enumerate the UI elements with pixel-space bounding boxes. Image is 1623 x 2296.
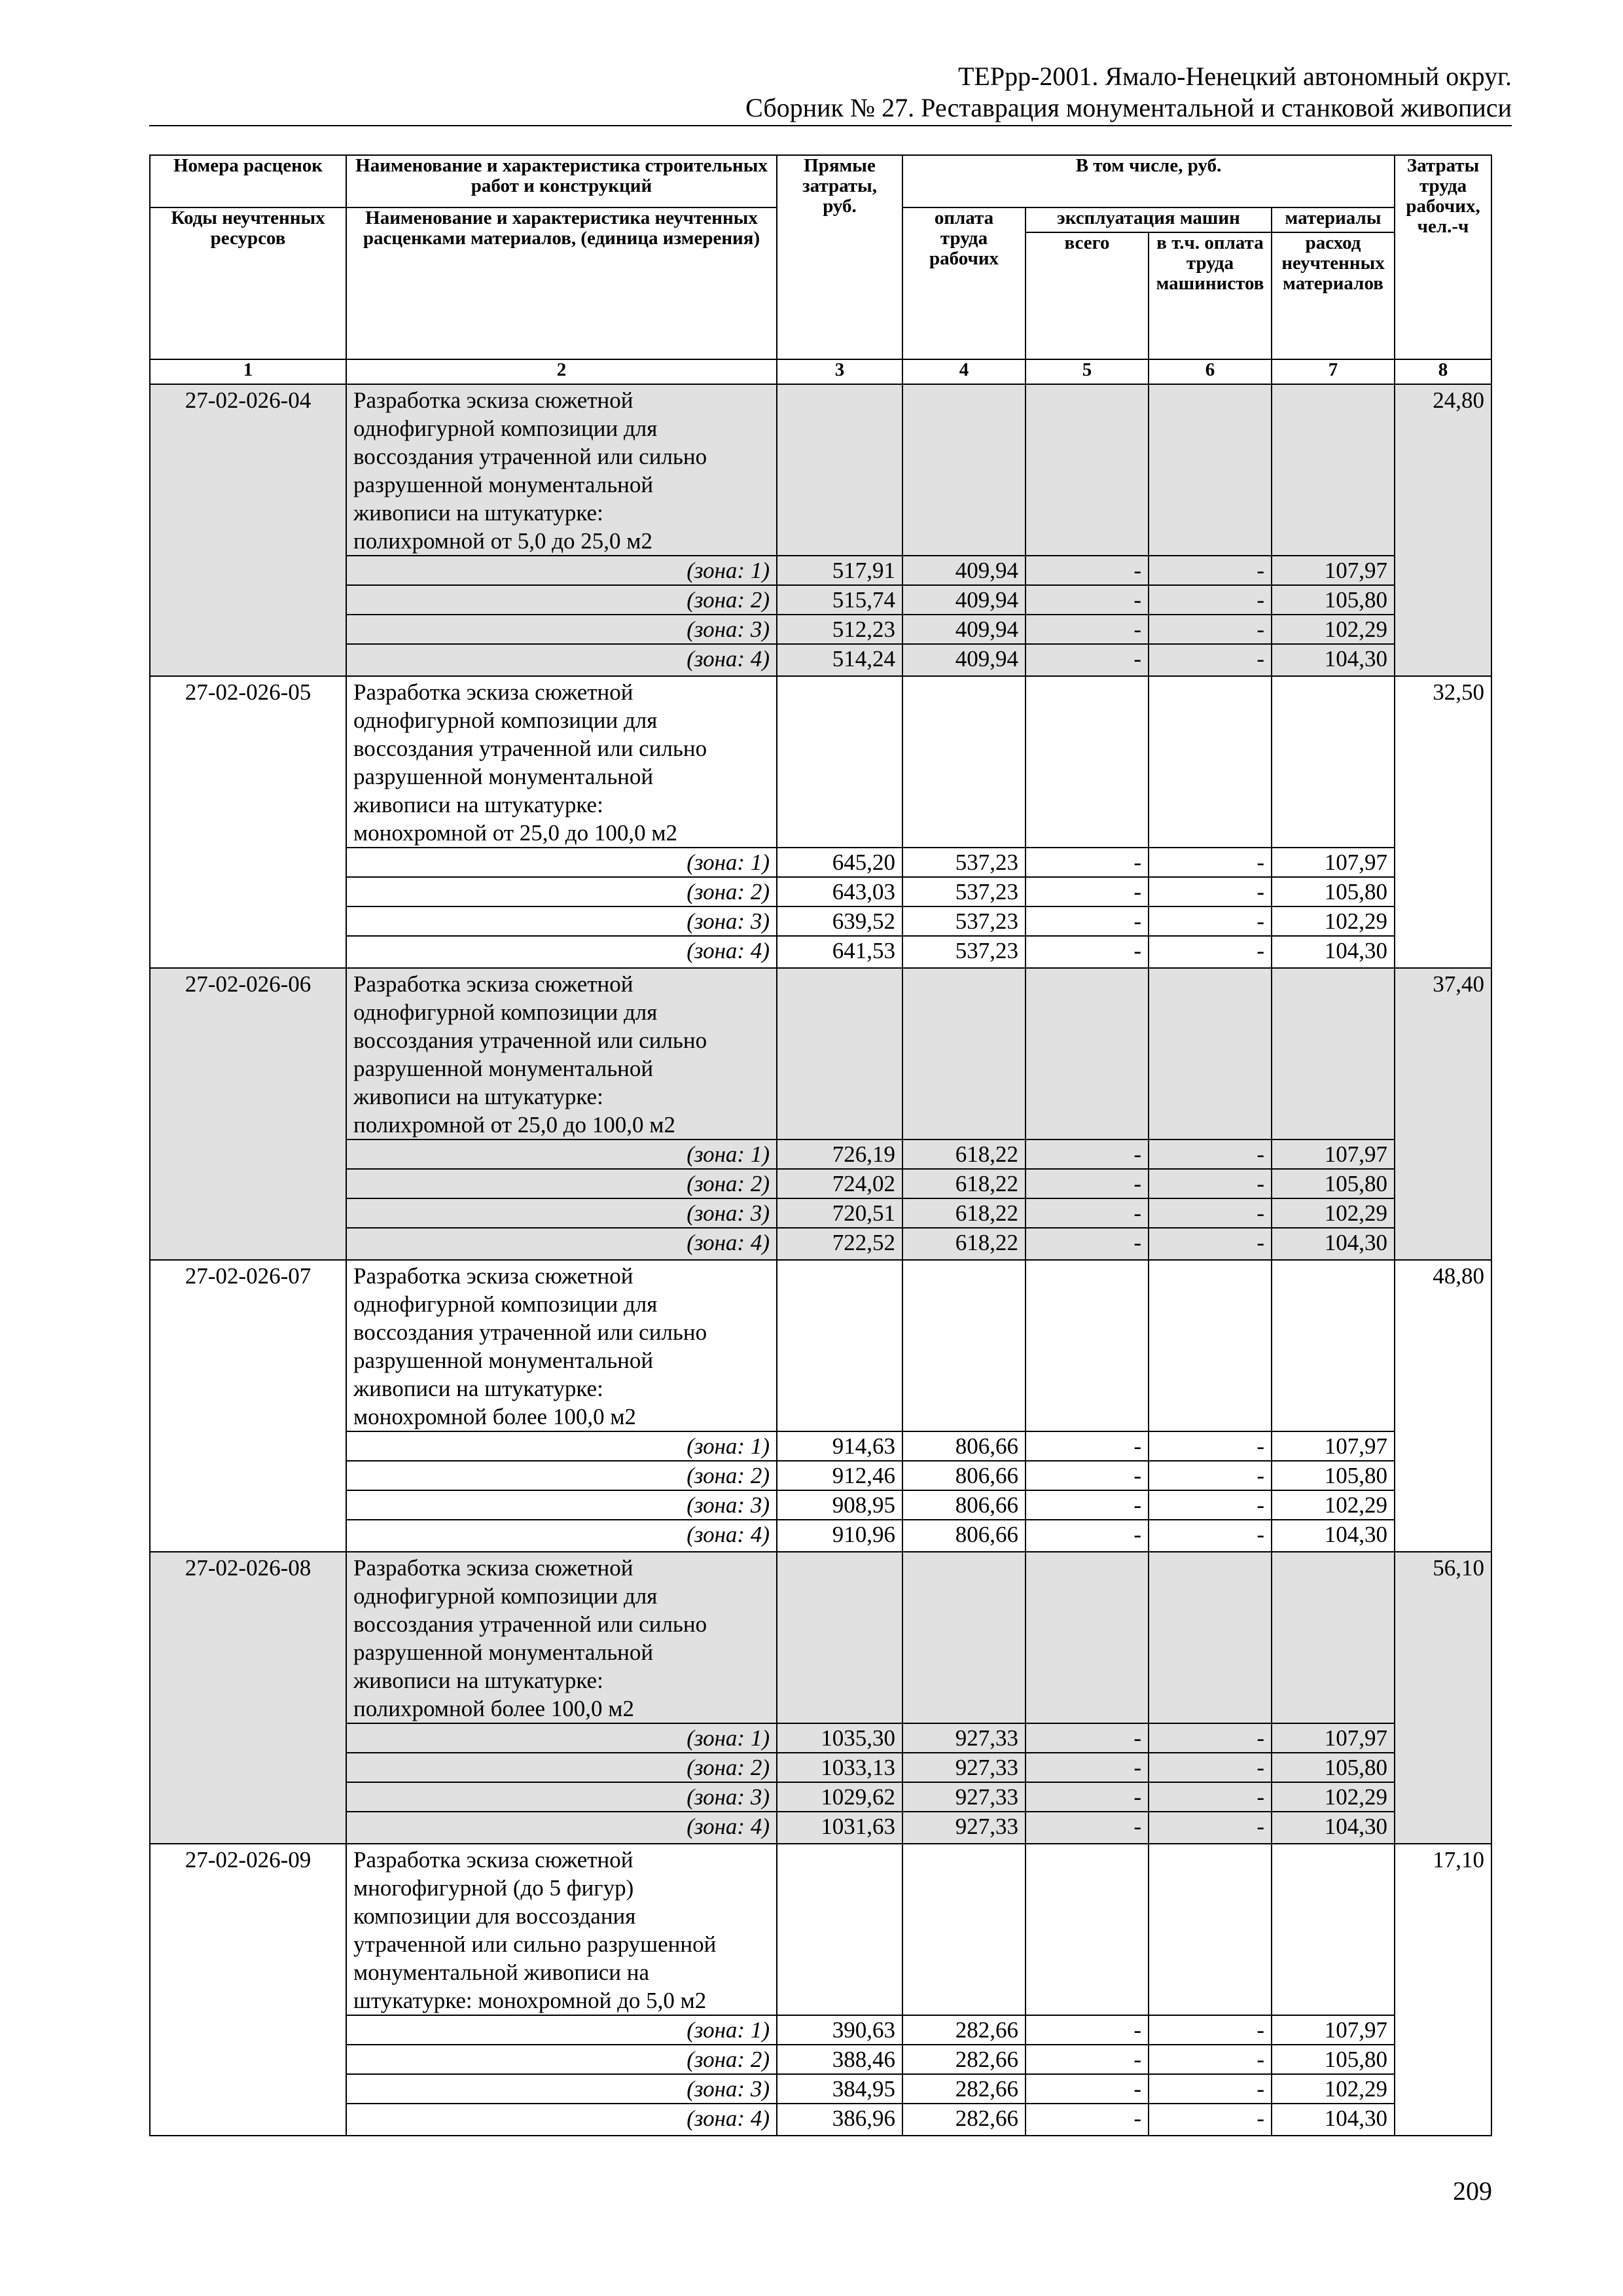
value-materials: 107,97: [1272, 1723, 1395, 1753]
value-machines: -: [1026, 1490, 1149, 1520]
value-wages: 409,94: [902, 585, 1026, 615]
zone-label: (зона: 4): [346, 644, 777, 676]
rate-name-line: воссоздания утраченной или сильно: [353, 1611, 707, 1637]
empty-cell: [902, 676, 1026, 848]
value-materials: 102,29: [1272, 906, 1395, 936]
rate-name-line: живописи на штукатурке:: [353, 1084, 603, 1109]
value-machines-wages: -: [1149, 1520, 1272, 1552]
value-machines: -: [1026, 2104, 1149, 2136]
rate-name-line: однофигурной композиции для: [353, 1291, 658, 1317]
value-machines-wages: -: [1149, 848, 1272, 877]
value-machines-wages: -: [1149, 877, 1272, 906]
value-machines: -: [1026, 1461, 1149, 1490]
header-materials: материалы: [1272, 207, 1395, 232]
rate-name-line: воссоздания утраченной или сильно: [353, 736, 707, 761]
empty-cell: [1272, 1260, 1395, 1431]
value-materials: 102,29: [1272, 1490, 1395, 1520]
rate-name-line: однофигурной композиции для: [353, 1583, 658, 1609]
value-machines: -: [1026, 936, 1149, 968]
value-machines: -: [1026, 2045, 1149, 2074]
value-wages: 537,23: [902, 936, 1026, 968]
col-number: 4: [902, 359, 1026, 384]
value-direct: 515,74: [777, 585, 902, 615]
value-direct: 912,46: [777, 1461, 902, 1490]
zone-row: [150, 906, 1491, 936]
zone-label: (зона: 3): [346, 615, 777, 644]
rate-name-line: разрушенной монументальной: [353, 472, 654, 497]
zone-label: (зона: 2): [346, 1169, 777, 1198]
header-codes: Коды неучтенных ресурсов: [150, 207, 346, 359]
value-materials: 104,30: [1272, 1228, 1395, 1260]
zone-row: [150, 556, 1491, 585]
value-wages: 618,22: [902, 1169, 1026, 1198]
zone-label: (зона: 3): [346, 2074, 777, 2104]
zone-label: (зона: 2): [346, 585, 777, 615]
zone-row: [150, 1723, 1491, 1753]
value-machines: -: [1026, 1520, 1149, 1552]
empty-cell: [1272, 1552, 1395, 1723]
zone-row: [150, 644, 1491, 676]
value-materials: 107,97: [1272, 1431, 1395, 1461]
rate-code: 27-02-026-09: [150, 1844, 346, 2136]
value-wages: 806,66: [902, 1431, 1026, 1461]
empty-cell: [1149, 968, 1272, 1139]
zone-label: (зона: 1): [346, 2015, 777, 2045]
value-materials: 104,30: [1272, 644, 1395, 676]
rate-code: 27-02-026-04: [150, 384, 346, 676]
rate-name-line: разрушенной монументальной: [353, 764, 654, 789]
labor-value: 56,10: [1395, 1552, 1491, 1844]
value-direct: 388,46: [777, 2045, 902, 2074]
rate-name-line: монохромной более 100,0 м2: [353, 1404, 636, 1429]
value-machines-wages: -: [1149, 2104, 1272, 2136]
rate-name-line: живописи на штукатурке:: [353, 792, 603, 817]
value-materials: 102,29: [1272, 2074, 1395, 2104]
labor-value: 37,40: [1395, 968, 1491, 1260]
rate-code: 27-02-026-08: [150, 1552, 346, 1844]
rate-name: [346, 968, 777, 1139]
value-direct: 1031,63: [777, 1812, 902, 1844]
value-machines-wages: -: [1149, 1431, 1272, 1461]
rate-name-line: живописи на штукатурке:: [353, 1376, 603, 1401]
rate-name-line: утраченной или сильно разрушенной: [353, 1931, 717, 1957]
value-wages: 537,23: [902, 848, 1026, 877]
zone-label: (зона: 3): [346, 1490, 777, 1520]
value-materials: 102,29: [1272, 1198, 1395, 1228]
value-machines: -: [1026, 644, 1149, 676]
rate-name-line: полихромной более 100,0 м2: [353, 1696, 634, 1721]
zone-row: [150, 1461, 1491, 1490]
value-wages: 282,66: [902, 2045, 1026, 2074]
empty-cell: [1026, 384, 1149, 556]
value-machines: -: [1026, 556, 1149, 585]
empty-cell: [902, 1260, 1026, 1431]
empty-cell: [1272, 1844, 1395, 2015]
zone-label: (зона: 4): [346, 1520, 777, 1552]
value-direct: 645,20: [777, 848, 902, 877]
value-wages: 282,66: [902, 2015, 1026, 2045]
value-machines: -: [1026, 877, 1149, 906]
value-materials: 105,80: [1272, 1461, 1395, 1490]
table-header: [150, 155, 1491, 384]
empty-cell: [902, 968, 1026, 1139]
zone-row: [150, 877, 1491, 906]
rate-row: [150, 384, 1491, 556]
value-materials: 104,30: [1272, 936, 1395, 968]
value-direct: 641,53: [777, 936, 902, 968]
zone-label: (зона: 1): [346, 1139, 777, 1169]
value-machines-wages: -: [1149, 1782, 1272, 1812]
zone-row: [150, 615, 1491, 644]
rate-name-line: полихромной от 25,0 до 100,0 м2: [353, 1112, 675, 1138]
empty-cell: [902, 1844, 1026, 2015]
zone-row: [150, 1520, 1491, 1552]
rate-name-line: Разработка эскиза сюжетной: [353, 387, 633, 413]
value-machines: -: [1026, 848, 1149, 877]
value-direct: 514,24: [777, 644, 902, 676]
rate-name: [346, 384, 777, 556]
value-materials: 104,30: [1272, 1520, 1395, 1552]
value-wages: 618,22: [902, 1228, 1026, 1260]
value-wages: 618,22: [902, 1139, 1026, 1169]
value-direct: 386,96: [777, 2104, 902, 2136]
value-wages: 806,66: [902, 1490, 1026, 1520]
zone-row: [150, 1169, 1491, 1198]
zone-row: [150, 1490, 1491, 1520]
zone-row: [150, 2015, 1491, 2045]
col-number: 6: [1149, 359, 1272, 384]
zone-row: [150, 1228, 1491, 1260]
zone-label: (зона: 2): [346, 1753, 777, 1782]
rate-row: [150, 1260, 1491, 1431]
zone-row: [150, 585, 1491, 615]
rate-name-line: воссоздания утраченной или сильно: [353, 444, 707, 469]
value-wages: 927,33: [902, 1812, 1026, 1844]
value-materials: 107,97: [1272, 556, 1395, 585]
rate-name-line: однофигурной композиции для: [353, 416, 658, 441]
value-direct: 1035,30: [777, 1723, 902, 1753]
zone-row: [150, 1431, 1491, 1461]
value-materials: 105,80: [1272, 1169, 1395, 1198]
value-machines-wages: -: [1149, 1723, 1272, 1753]
rate-name-line: Разработка эскиза сюжетной: [353, 679, 633, 705]
value-machines: -: [1026, 1723, 1149, 1753]
value-wages: 927,33: [902, 1723, 1026, 1753]
zone-row: [150, 936, 1491, 968]
zone-row: [150, 1139, 1491, 1169]
header-machines: эксплуатация машин: [1026, 207, 1272, 232]
rate-name-line: однофигурной композиции для: [353, 708, 658, 733]
value-direct: 914,63: [777, 1431, 902, 1461]
rate-name: [346, 1552, 777, 1723]
empty-cell: [1026, 1260, 1149, 1431]
empty-cell: [1026, 1552, 1149, 1723]
value-materials: 105,80: [1272, 585, 1395, 615]
value-wages: 282,66: [902, 2104, 1026, 2136]
header-numbers: Номера расценок: [150, 155, 346, 207]
rate-name-line: монохромной от 25,0 до 100,0 м2: [353, 820, 677, 846]
header-labor: Затраты труда рабочих, чел.-ч: [1395, 155, 1491, 359]
value-machines: -: [1026, 1431, 1149, 1461]
zone-row: [150, 2104, 1491, 2136]
value-machines-wages: -: [1149, 644, 1272, 676]
value-wages: 927,33: [902, 1782, 1026, 1812]
empty-cell: [777, 1260, 902, 1431]
empty-cell: [1149, 1260, 1272, 1431]
value-direct: 910,96: [777, 1520, 902, 1552]
rate-name-line: разрушенной монументальной: [353, 1056, 654, 1081]
rate-name-line: штукатурке: монохромной до 5,0 м2: [353, 1988, 707, 2013]
rate-name-line: композиции для воссоздания: [353, 1903, 636, 1929]
zone-row: [150, 1198, 1491, 1228]
zone-label: (зона: 3): [346, 906, 777, 936]
value-direct: 517,91: [777, 556, 902, 585]
zone-label: (зона: 2): [346, 1461, 777, 1490]
zone-row: [150, 1782, 1491, 1812]
col-number: 2: [346, 359, 777, 384]
value-direct: 1029,62: [777, 1782, 902, 1812]
rate-code: 27-02-026-05: [150, 676, 346, 968]
empty-cell: [1026, 968, 1149, 1139]
rate-name-line: полихромной от 5,0 до 25,0 м2: [353, 528, 652, 554]
value-direct: 643,03: [777, 877, 902, 906]
rate-row: [150, 676, 1491, 848]
value-machines-wages: -: [1149, 1198, 1272, 1228]
value-machines: -: [1026, 1782, 1149, 1812]
value-machines: -: [1026, 615, 1149, 644]
empty-cell: [1272, 676, 1395, 848]
rate-row: [150, 1552, 1491, 1723]
header-machines-total: всего: [1026, 232, 1149, 359]
rate-name-line: воссоздания утраченной или сильно: [353, 1028, 707, 1053]
empty-cell: [1149, 1552, 1272, 1723]
rate-row: [150, 968, 1491, 1139]
value-wages: 618,22: [902, 1198, 1026, 1228]
rate-name-line: живописи на штукатурке:: [353, 1668, 603, 1693]
empty-cell: [1149, 1844, 1272, 2015]
value-materials: 105,80: [1272, 877, 1395, 906]
col-number: 1: [150, 359, 346, 384]
header-including: В том числе, руб.: [902, 155, 1395, 207]
col-number: 3: [777, 359, 902, 384]
rate-name-line: разрушенной монументальной: [353, 1348, 654, 1373]
header-divider: [149, 125, 1512, 126]
value-direct: 720,51: [777, 1198, 902, 1228]
empty-cell: [777, 1552, 902, 1723]
header-name-bottom: Наименование и характеристика неучтенных расценками материалов, (единица измерения): [346, 207, 777, 359]
value-machines-wages: -: [1149, 906, 1272, 936]
zone-label: (зона: 1): [346, 848, 777, 877]
empty-cell: [777, 1844, 902, 2015]
page-number: 209: [1453, 2176, 1492, 2206]
value-machines: -: [1026, 2015, 1149, 2045]
value-machines-wages: -: [1149, 1139, 1272, 1169]
value-materials: 104,30: [1272, 1812, 1395, 1844]
zone-row: [150, 848, 1491, 877]
value-machines: -: [1026, 2074, 1149, 2104]
value-materials: 102,29: [1272, 615, 1395, 644]
zone-label: (зона: 1): [346, 1431, 777, 1461]
value-machines: -: [1026, 906, 1149, 936]
value-machines-wages: -: [1149, 2074, 1272, 2104]
empty-cell: [1026, 676, 1149, 848]
value-machines-wages: -: [1149, 1490, 1272, 1520]
col-number: 8: [1395, 359, 1491, 384]
labor-value: 17,10: [1395, 1844, 1491, 2136]
zone-label: (зона: 1): [346, 1723, 777, 1753]
empty-cell: [1272, 384, 1395, 556]
zone-label: (зона: 3): [346, 1198, 777, 1228]
value-machines: -: [1026, 1139, 1149, 1169]
empty-cell: [777, 384, 902, 556]
value-machines-wages: -: [1149, 1461, 1272, 1490]
empty-cell: [902, 384, 1026, 556]
zone-row: [150, 1753, 1491, 1782]
value-materials: 104,30: [1272, 2104, 1395, 2136]
value-machines: -: [1026, 585, 1149, 615]
value-wages: 409,94: [902, 556, 1026, 585]
value-direct: 724,02: [777, 1169, 902, 1198]
value-machines-wages: -: [1149, 585, 1272, 615]
value-machines: -: [1026, 1812, 1149, 1844]
rate-row: [150, 1844, 1491, 2015]
zone-label: (зона: 2): [346, 877, 777, 906]
value-materials: 102,29: [1272, 1782, 1395, 1812]
value-machines: -: [1026, 1169, 1149, 1198]
zone-row: [150, 2074, 1491, 2104]
value-machines-wages: -: [1149, 1812, 1272, 1844]
rate-name-line: живописи на штукатурке:: [353, 500, 603, 526]
rate-name: [346, 1260, 777, 1431]
value-materials: 107,97: [1272, 1139, 1395, 1169]
header-direct: Прямые затраты, руб.: [777, 155, 902, 359]
rate-code: 27-02-026-06: [150, 968, 346, 1260]
rate-name-line: многофигурной (до 5 фигур): [353, 1875, 634, 1901]
rate-name-line: монументальной живописи на: [353, 1960, 649, 1985]
zone-label: (зона: 4): [346, 2104, 777, 2136]
value-machines-wages: -: [1149, 556, 1272, 585]
zone-label: (зона: 4): [346, 936, 777, 968]
zone-row: [150, 1812, 1491, 1844]
header-materials-sub: расход неучтенных материалов: [1272, 232, 1395, 359]
labor-value: 48,80: [1395, 1260, 1491, 1552]
rate-name-line: Разработка эскиза сюжетной: [353, 1263, 633, 1289]
value-machines-wages: -: [1149, 2015, 1272, 2045]
table-body: [150, 384, 1491, 2136]
empty-cell: [1149, 384, 1272, 556]
zone-label: (зона: 1): [346, 556, 777, 585]
header-name-top: Наименование и характеристика строительных работ и конструкций: [346, 155, 777, 207]
value-wages: 927,33: [902, 1753, 1026, 1782]
empty-cell: [777, 676, 902, 848]
value-materials: 105,80: [1272, 2045, 1395, 2074]
value-materials: 107,97: [1272, 2015, 1395, 2045]
zone-label: (зона: 4): [346, 1228, 777, 1260]
value-direct: 390,63: [777, 2015, 902, 2045]
value-direct: 908,95: [777, 1490, 902, 1520]
value-direct: 722,52: [777, 1228, 902, 1260]
rate-name-line: воссоздания утраченной или сильно: [353, 1319, 707, 1345]
value-wages: 806,66: [902, 1461, 1026, 1490]
value-wages: 409,94: [902, 615, 1026, 644]
value-machines-wages: -: [1149, 1169, 1272, 1198]
rate-name: [346, 676, 777, 848]
value-direct: 1033,13: [777, 1753, 902, 1782]
rate-code: 27-02-026-07: [150, 1260, 346, 1552]
value-machines-wages: -: [1149, 1753, 1272, 1782]
empty-cell: [777, 968, 902, 1139]
col-number: 7: [1272, 359, 1395, 384]
value-machines: -: [1026, 1198, 1149, 1228]
value-machines-wages: -: [1149, 936, 1272, 968]
header-machines-wages: в т.ч. оплата труда машинистов: [1149, 232, 1272, 359]
col-number: 5: [1026, 359, 1149, 384]
value-machines: -: [1026, 1228, 1149, 1260]
zone-label: (зона: 2): [346, 2045, 777, 2074]
rate-name-line: Разработка эскиза сюжетной: [353, 1847, 633, 1873]
rate-name-line: разрушенной монументальной: [353, 1640, 654, 1665]
empty-cell: [1272, 968, 1395, 1139]
rate-name: [346, 1844, 777, 2015]
value-wages: 409,94: [902, 644, 1026, 676]
value-machines-wages: -: [1149, 1228, 1272, 1260]
value-direct: 512,23: [777, 615, 902, 644]
value-wages: 537,23: [902, 877, 1026, 906]
value-wages: 282,66: [902, 2074, 1026, 2104]
value-wages: 537,23: [902, 906, 1026, 936]
empty-cell: [902, 1552, 1026, 1723]
value-machines: -: [1026, 1753, 1149, 1782]
value-machines-wages: -: [1149, 2045, 1272, 2074]
rate-name-line: Разработка эскиза сюжетной: [353, 971, 633, 997]
rate-name-line: Разработка эскиза сюжетной: [353, 1555, 633, 1581]
labor-value: 24,80: [1395, 384, 1491, 676]
value-direct: 639,52: [777, 906, 902, 936]
header-wages: оплата труда рабочих: [902, 207, 1026, 359]
value-materials: 105,80: [1272, 1753, 1395, 1782]
empty-cell: [1149, 676, 1272, 848]
labor-value: 32,50: [1395, 676, 1491, 968]
value-direct: 726,19: [777, 1139, 902, 1169]
value-wages: 806,66: [902, 1520, 1026, 1552]
zone-label: (зона: 4): [346, 1812, 777, 1844]
zone-label: (зона: 3): [346, 1782, 777, 1812]
rates-table: [149, 154, 1492, 2136]
rate-name-line: однофигурной композиции для: [353, 999, 658, 1025]
zone-row: [150, 2045, 1491, 2074]
value-direct: 384,95: [777, 2074, 902, 2104]
value-machines-wages: -: [1149, 615, 1272, 644]
empty-cell: [1026, 1844, 1149, 2015]
value-materials: 107,97: [1272, 848, 1395, 877]
running-header-title: ТЕРрр-2001. Ямало-Ненецкий автономный округ.: [957, 62, 1512, 91]
running-header-section: Сборник № 27. Реставрация монументальной и станковой живописи: [745, 93, 1512, 122]
